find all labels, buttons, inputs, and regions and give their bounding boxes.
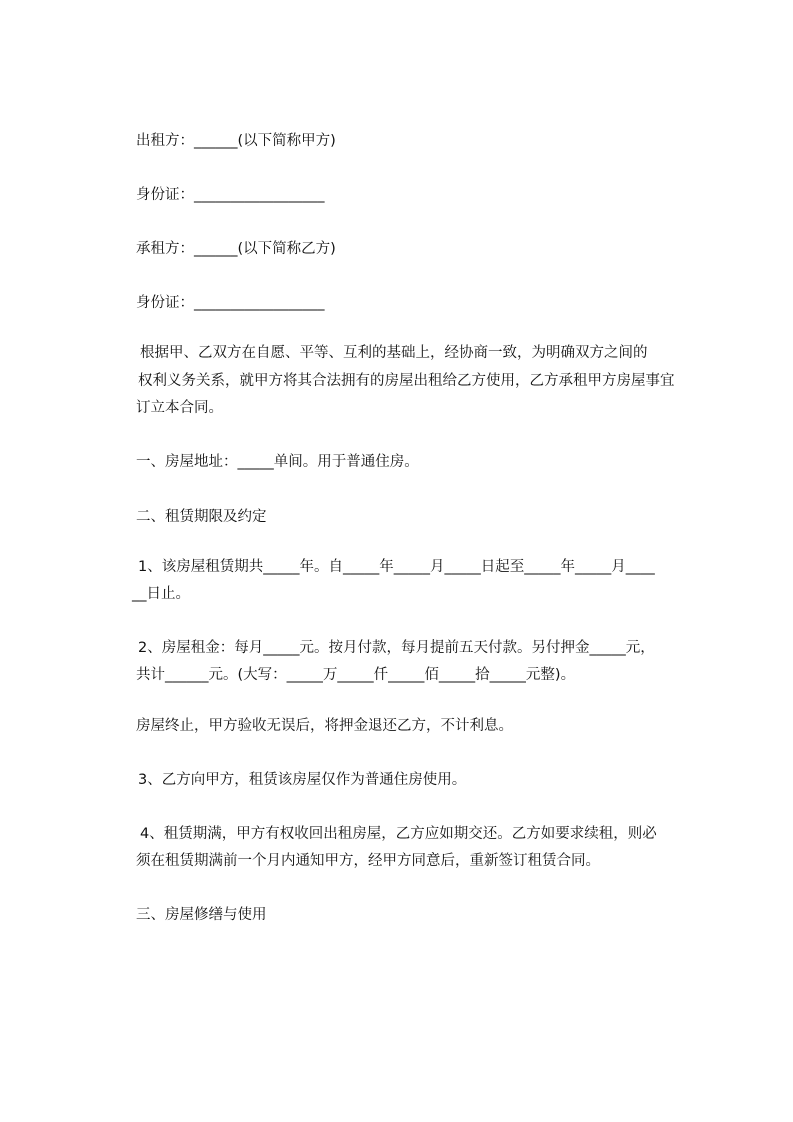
clause-2-line-1: 2、房屋租金：每月_____元。按月付款，每月提前五天付款。另付押金_____元， [138, 640, 655, 656]
preamble-line-2: 权利义务关系，就甲方将其合法拥有的房屋出租给乙方使用，乙方承租甲方房屋事宜 [138, 373, 675, 389]
clause-1-line-2: __日止。 [132, 586, 190, 602]
lessor-line: 出租方：______(以下简称甲方) [136, 133, 336, 149]
clause-4-line-2: 须在租赁期满前一个月内通知甲方，经甲方同意后，重新签订租赁合同。 [136, 853, 600, 869]
clause-2-line-2: 共计______元。(大写：_____万_____仟_____佰_____拾_____元整)。 [136, 667, 576, 683]
lessee-line: 承租方：______(以下简称乙方) [136, 241, 336, 257]
section-1-address: 一、房屋地址：_____单间。用于普通住房。 [136, 454, 419, 470]
preamble-line-1: 根据甲、乙双方在自愿、平等、互利的基础上，经协商一致，为明确双方之间的 [140, 345, 648, 361]
lessor-id-line: 身份证：__________________ [136, 187, 325, 203]
clause-4-line-1: 4、租赁期满，甲方有权收回出租房屋，乙方应如期交还。乙方如要求续租，则必 [140, 826, 657, 842]
clause-3: 3、乙方向甲方，租赁该房屋仅作为普通住房使用。 [138, 772, 467, 788]
section-2-title: 二、租赁期限及约定 [136, 509, 267, 525]
lessee-id-line: 身份证：__________________ [136, 295, 325, 311]
section-3-title: 三、房屋修缮与使用 [136, 907, 267, 923]
clause-1-line-1: 1、该房屋租赁期共_____年。自_____年_____月_____日起至_____年_____月____ [138, 559, 655, 575]
deposit-note: 房屋终止，甲方验收无误后，将押金退还乙方，不计利息。 [136, 718, 513, 734]
preamble-line-3: 订立本合同。 [136, 400, 223, 416]
